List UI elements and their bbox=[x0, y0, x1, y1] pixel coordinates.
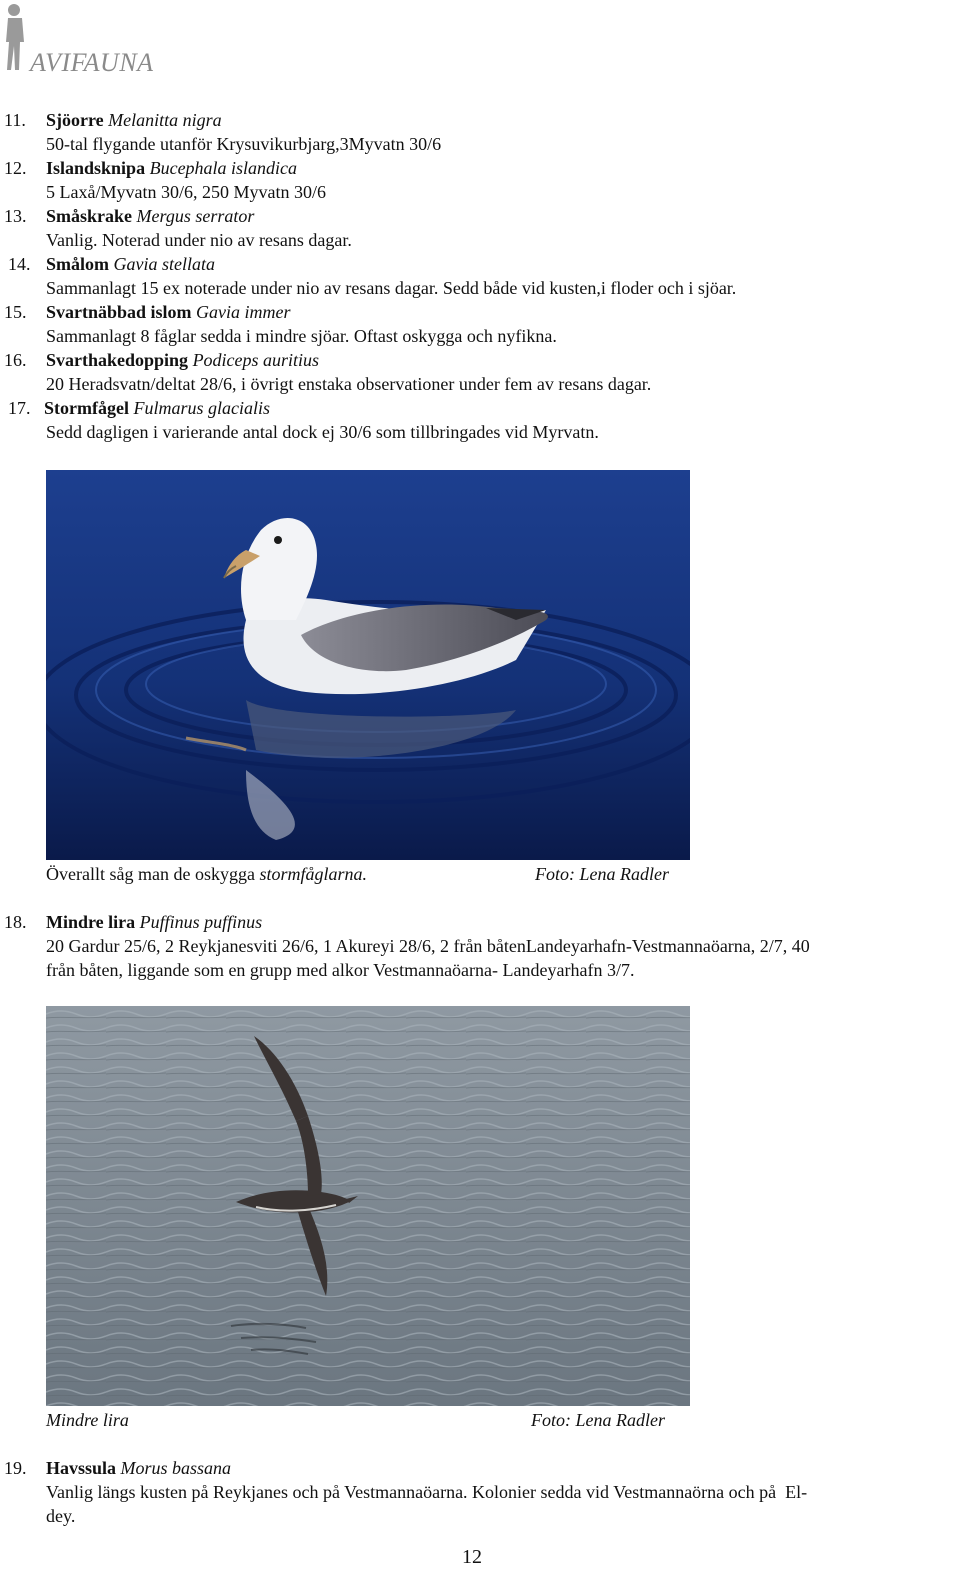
species-description: dey. bbox=[46, 1506, 76, 1526]
photo-credit: Foto: Lena Radler bbox=[535, 864, 669, 884]
entry-number: 19. bbox=[4, 1458, 27, 1478]
species-description: 20 Gardur 25/6, 2 Reykjanesviti 26/6, 1 Akureyi 28/6, 2 från båtenLandeyarhafn-Vestmannaöarna, 2/7, 40 bbox=[46, 936, 810, 956]
entry-number: 16. bbox=[4, 350, 27, 370]
species-latin-name: Fulmarus glacialis bbox=[133, 398, 270, 418]
species-name: Smålom bbox=[46, 254, 109, 274]
photo-caption: Överallt såg man de oskygga stormfåglarna. bbox=[46, 864, 367, 884]
species-name: Havssula bbox=[46, 1458, 117, 1478]
photo-credit: Foto: Lena Radler bbox=[531, 1410, 665, 1430]
species-latin-name: Podiceps auritius bbox=[192, 350, 320, 370]
shearwater-photo bbox=[46, 1006, 690, 1406]
entry-number: 13. bbox=[4, 206, 27, 226]
species-name: Svartnäbbad islom bbox=[46, 302, 192, 322]
avifauna-logo bbox=[0, 0, 180, 80]
species-description: 50-tal flygande utanför Krysuvikurbjarg,3Myvatn 30/6 bbox=[46, 134, 442, 154]
species-description: Sammanlagt 8 fåglar sedda i mindre sjöar. Oftast oskygga och nyfikna. bbox=[46, 326, 557, 346]
species-name: Mindre lira bbox=[46, 912, 136, 932]
species-latin-name: Melanitta nigra bbox=[108, 110, 222, 130]
species-name: Sjöorre bbox=[46, 110, 104, 130]
fulmar-photo bbox=[46, 470, 690, 860]
species-name: Stormfågel bbox=[44, 398, 129, 418]
entry-number: 14. bbox=[8, 254, 31, 274]
species-description: från båten, liggande som en grupp med alkor Vestmannaöarna- Landeyarhafn 3/7. bbox=[46, 960, 635, 980]
entry-number: 11. bbox=[4, 110, 26, 130]
photo-caption: Mindre lira bbox=[46, 1410, 129, 1430]
species-latin-name: Gavia stellata bbox=[113, 254, 215, 274]
species-description: Sedd dagligen i varierande antal dock ej 30/6 som tillbringades vid Myrvatn. bbox=[46, 422, 599, 442]
entry-number: 12. bbox=[4, 158, 27, 178]
species-latin-name: Morus bassana bbox=[120, 1458, 232, 1478]
species-description: Vanlig. Noterad under nio av resans dagar. bbox=[46, 230, 352, 250]
species-name: Småskrake bbox=[46, 206, 133, 226]
entry-number: 15. bbox=[4, 302, 27, 322]
species-description: 5 Laxå/Myvatn 30/6, 250 Myvatn 30/6 bbox=[46, 182, 326, 202]
species-latin-name: Mergus serrator bbox=[136, 206, 255, 226]
species-description: Sammanlagt 15 ex noterade under nio av resans dagar. Sedd både vid kusten,i floder och i sjöar. bbox=[46, 278, 737, 298]
logo-figure-icon bbox=[2, 2, 30, 72]
species-latin-name: Bucephala islandica bbox=[149, 158, 298, 178]
entry-number: 18. bbox=[4, 912, 27, 932]
page-number: 12 bbox=[462, 1546, 482, 1568]
entry-number: 17. bbox=[8, 398, 31, 418]
species-description: 20 Heradsvatn/deltat 28/6, i övrigt enstaka observationer under fem av resans dagar. bbox=[46, 374, 652, 394]
logo-text: AVIFAUNA bbox=[30, 48, 154, 77]
species-name: Islandsknipa bbox=[46, 158, 146, 178]
species-latin-name: Gavia immer bbox=[196, 302, 291, 322]
species-name: Svarthakedopping bbox=[46, 350, 189, 370]
species-latin-name: Puffinus puffinus bbox=[139, 912, 263, 932]
species-description: Vanlig längs kusten på Reykjanes och på Vestmannaöarna. Kolonier sedda vid Vestmannaörna och på El- bbox=[46, 1482, 808, 1502]
